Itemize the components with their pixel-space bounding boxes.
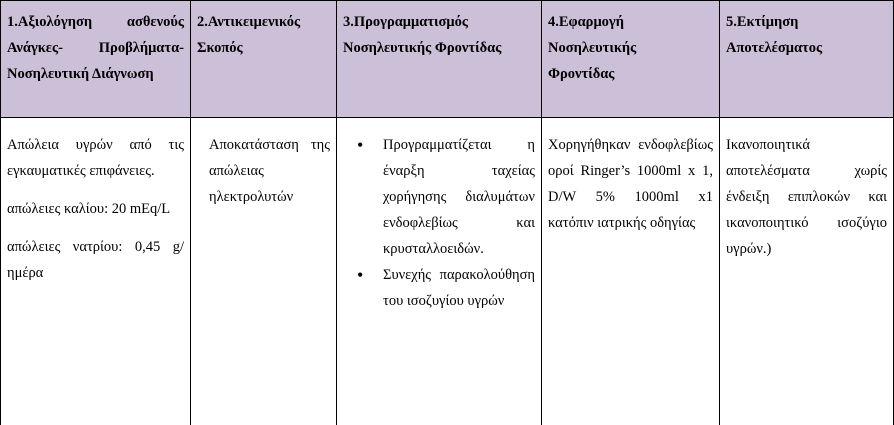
planning-list bbox=[343, 132, 535, 314]
header-line: Νοσηλευτικής Φροντίδας bbox=[343, 35, 535, 61]
header-line: Φροντίδας bbox=[548, 61, 713, 87]
header-line: 4.Εφαρμογή bbox=[548, 9, 713, 35]
header-planning bbox=[337, 1, 542, 118]
content-row bbox=[1, 118, 894, 425]
implementation-text: Χορηγήθηκαν ενδοφλεβίως οροί Ringer’s 1000ml x 1, D/W 5% 1000ml x1 κατόπιν ιατρικής οδηγίας bbox=[548, 132, 713, 236]
assessment-text-sodium: απώλειες νατρίου: 0,45 g/ ημέρα bbox=[7, 234, 184, 286]
planning-bullet-item: • Προγραμματίζεται η έναρξη ταχείας χορήγησης διαλυμάτων ενδοφλεβίως και κρυσταλλοειδών. bbox=[383, 132, 535, 262]
objective-cell bbox=[191, 118, 337, 425]
assessment-text-fluid-loss: Απώλεια υγρών από τις εγκαυματικές επιφάνειες. bbox=[7, 132, 184, 184]
header-line: Αποτελέσματος bbox=[726, 35, 887, 61]
header-line: Νοσηλευτικής bbox=[548, 35, 713, 61]
header-line: Ανάγκες- Προβλήματα- bbox=[7, 35, 184, 61]
header-evaluation bbox=[720, 1, 894, 118]
header-objective bbox=[191, 1, 337, 118]
assessment-text-potassium: απώλειες καλίου: 20 mEq/L bbox=[7, 196, 184, 222]
implementation-cell bbox=[542, 118, 720, 425]
header-line: Σκοπός bbox=[197, 35, 330, 61]
header-assessment bbox=[1, 1, 191, 118]
planning-bullet-item: • Συνεχής παρακολούθηση του ισοζυγίου υγρών bbox=[383, 262, 535, 314]
assessment-cell bbox=[1, 118, 191, 425]
evaluation-text: Ικανοποιητικά αποτελέσματα χωρίς ένδειξη επιπλοκών και ικανοποιητικό ισοζύγιο υγρών.) bbox=[726, 132, 887, 262]
header-line: 5.Εκτίμηση bbox=[726, 9, 887, 35]
header-line: 3.Προγραμματισμός bbox=[343, 9, 535, 35]
header-line: Νοσηλευτική Διάγνωση bbox=[7, 61, 184, 87]
header-line: 1.Αξιολόγηση ασθενούς bbox=[7, 9, 184, 35]
evaluation-cell bbox=[720, 118, 894, 425]
header-row bbox=[1, 1, 894, 118]
objective-text: Αποκατάσταση της απώλειας ηλεκτρολυτών bbox=[209, 132, 330, 210]
planning-cell bbox=[337, 118, 542, 425]
header-implementation bbox=[542, 1, 720, 118]
header-line: 2.Αντικειμενικός bbox=[197, 9, 330, 35]
